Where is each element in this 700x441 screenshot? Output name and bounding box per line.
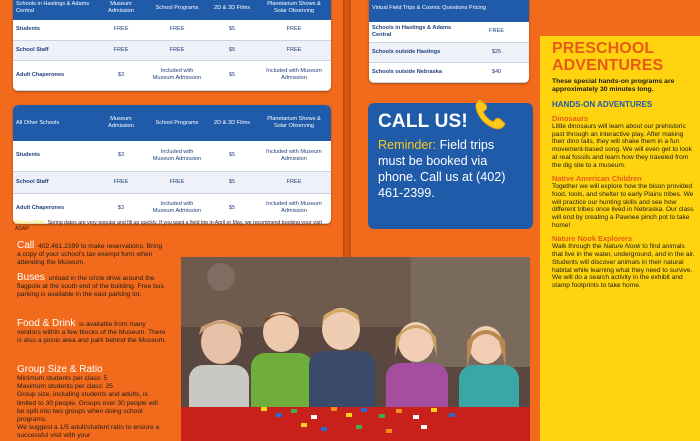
note-text: Spring dates are very popular and fill up quickly. If you want a field trip in April or May, we recommend booking your visit ASAP. [15, 220, 322, 233]
program-text-emphasis: Nature Nook [603, 243, 641, 251]
table-cell: Schools outside Hastings [369, 42, 464, 62]
table-row [369, 62, 529, 82]
reminder-text: Field trips must be booked via phone. Call us at (402) 461-2399. [378, 138, 506, 200]
table-row [13, 193, 331, 223]
buses-text: unload in the circle drive around the flagpole at the south end of the building. Free bus parking is available in the east parking lot. [17, 275, 164, 299]
group-line: We suggest a 1/5 adult/student ratio to ensure a successful visit with your [17, 424, 160, 440]
table-header-cell: Museum Admission [95, 0, 147, 20]
phone-icon [470, 94, 510, 134]
preschool-intro: These special hands-on programs are approximately 30 minutes long. [552, 78, 675, 93]
table-cell: Included with Museum Admission [257, 141, 331, 171]
table-cell: Students [13, 141, 95, 171]
table-cell: FREE [464, 22, 529, 42]
group-size-block [17, 364, 167, 441]
hands-on-subtitle: HANDS-ON ADVENTURES [552, 100, 653, 109]
table-row [13, 20, 331, 40]
table-header-cell: 2D & 3D Films [207, 105, 257, 141]
table-cell: $40 [464, 62, 529, 82]
program-title: Nature Nook Explorers [552, 234, 633, 244]
table-cell: $5 [207, 60, 257, 90]
group-line: Maximum students per class: 25 [17, 383, 113, 391]
table-header-cell: 2D & 3D Films [207, 0, 257, 20]
table-cell: Included with Museum Admission [147, 141, 207, 171]
table-cell: $3 [95, 60, 147, 90]
table-cell: School Staff [13, 40, 95, 60]
table-cell: Students [13, 20, 95, 40]
group-heading: Group Size & Ratio [17, 364, 103, 375]
table-header-cell: School Programs [147, 0, 207, 20]
food-info-block [17, 318, 167, 346]
table-header-cell: Schools in Hastings & Adams Central [13, 0, 95, 20]
call-us-body [378, 137, 523, 201]
program-text-part: Walk through the [552, 243, 604, 251]
preschool-column [540, 36, 700, 441]
table-cell: $5 [207, 20, 257, 40]
table-cell: $5 [207, 141, 257, 171]
table-cell: FREE [257, 20, 331, 40]
program-item [552, 174, 695, 229]
table-cell: $3 [95, 193, 147, 223]
booking-note [15, 220, 335, 233]
table-cell: FREE [147, 171, 207, 193]
group-line: Minimum students per class: 5 [17, 375, 108, 382]
table-cell: Schools outside Nebraska [369, 62, 464, 82]
pricing-table-other-schools [13, 105, 331, 224]
table-cell: FREE [257, 171, 331, 193]
table-header-cell: Virtual Field Trips & Cosmic Questions Pricing [369, 0, 529, 22]
call-us-title: CALL US! [378, 111, 468, 132]
note-label: Please Note: [15, 220, 47, 226]
table-cell: FREE [147, 20, 207, 40]
table-cell: $5 [207, 40, 257, 60]
call-heading: Call [17, 240, 35, 251]
table-row [369, 22, 529, 42]
program-text: Little dinosaurs will learn about our prehistoric past through an interactive play. After making their dino tails, they will shake them in a fun movement-based song. We will even get to look at real fossils and learn how they traveled from the dig site to a museum. [552, 123, 692, 169]
table-header-row [369, 0, 529, 22]
table-cell: Schools in Hastings & Adams Central [369, 22, 464, 42]
buses-info-block [17, 272, 167, 300]
preschool-title-line: ADVENTURES [552, 57, 664, 74]
table-header-row [13, 105, 331, 141]
preschool-title-line: PRESCHOOL [552, 40, 655, 57]
table-header-cell: Museum Admission [95, 105, 147, 141]
table-row [13, 40, 331, 60]
food-heading: Food & Drink [17, 318, 76, 329]
program-item [552, 114, 695, 169]
program-title: Dinosaurs [552, 114, 589, 123]
table-row [13, 141, 331, 171]
table-cell: $5 [207, 171, 257, 193]
program-text: Together we will explore how the bison provided food, tools, and shelter to early Plains tribes. We will practice our hunting skills and see how different tribes once lived in Nebraska. Our class will end by creating a Pawnee pinch pot to take home! [552, 183, 694, 229]
call-info-block [17, 240, 167, 268]
table-cell: Included with Museum Admission [147, 60, 207, 90]
program-title: Native American Children [552, 174, 642, 184]
table-header-cell: Planetarium Shows & Solar Observing [257, 105, 331, 141]
table-header-row [13, 0, 331, 20]
program-text-part: to find animals that live in the water, underground, and in the air. Students will discover animals in their natural habitat while learning what they need to survive. We will do a search activity in the exhibit and stamp footprints to take home. [552, 243, 695, 289]
table-row [369, 42, 529, 62]
table-cell: Included with Museum Admission [257, 193, 331, 223]
program-item [552, 234, 695, 289]
pricing-table-hastings [13, 0, 331, 91]
table-cell: School Staff [13, 171, 95, 193]
table-cell: Included with Museum Admission [257, 60, 331, 90]
table-cell: Adult Chaperones [13, 193, 95, 223]
program-text [552, 243, 695, 289]
table-cell: FREE [147, 40, 207, 60]
table-cell: Included with Museum Admission [147, 193, 207, 223]
table-cell: FREE [95, 20, 147, 40]
table-header-cell: All Other Schools [13, 105, 95, 141]
call-text: 402.461.2399 to make reservations. Bring a copy of your school's tax exempt form when attending the Museum. [17, 243, 163, 267]
table-cell: FREE [95, 171, 147, 193]
table-cell: $5 [207, 193, 257, 223]
group-line: Group size, including students and adults, is limited to 30 people. Groups over 30 people will be split into two groups when doing school programs. [17, 391, 158, 424]
buses-heading: Buses [17, 272, 45, 283]
preschool-title [552, 40, 695, 74]
table-row [13, 60, 331, 90]
kids-building-photo [181, 257, 530, 441]
virtual-pricing-table [369, 0, 529, 83]
table-header-cell: School Programs [147, 105, 207, 141]
table-row [13, 171, 331, 193]
food-text: is available from many vendors within a few blocks of the Museum. There is also a picnic area and park behind the Museum. [17, 321, 167, 345]
table-header-cell: Planetarium Shows & Solar Observing [257, 0, 331, 20]
table-cell: $3 [95, 141, 147, 171]
table-cell: FREE [95, 40, 147, 60]
table-cell: FREE [257, 40, 331, 60]
reminder-label: Reminder: [378, 138, 437, 152]
table-cell: $25 [464, 42, 529, 62]
table-cell: Adult Chaperones [13, 60, 95, 90]
